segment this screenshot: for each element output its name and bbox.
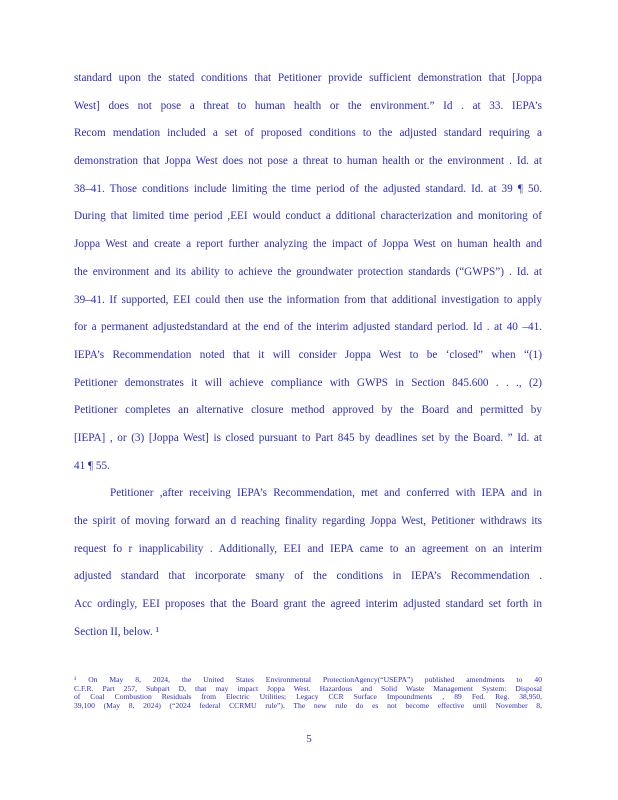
text-line: Section II, below. ¹: [74, 625, 159, 638]
text-line: 38–41. Those conditions include limiting the time period of the adjusted standard. Id. at 39 ¶ 50.: [74, 182, 542, 195]
text-line: standard upon the stated conditions that Petitioner provide sufficient demonstration that [Joppa: [74, 72, 542, 84]
text-line: West] does not pose a threat to human health or the environment.” Id . at 33. IEPA’s: [74, 99, 542, 112]
text-line: 41 ¶ 55.: [74, 459, 110, 472]
footnote: [74, 676, 542, 710]
text-line: demonstration that Joppa West does not pose a threat to human health or the environment . Id. at: [74, 155, 542, 168]
text-line: the environment and its ability to achieve the groundwater protection standards (“GWPS”) . Id. at: [74, 265, 542, 278]
body-text: [74, 72, 542, 653]
text-line: Petitioner ,after receiving IEPA’s Recommendation, met and conferred with IEPA and in: [110, 487, 542, 500]
footnote-line: C.F.R. Part 257, Subpart D, that may impact Joppa West. Hazardous and Solid Waste Management System: Disposal: [74, 684, 542, 693]
text-line: the spirit of moving forward an d reaching finality regarding Joppa West, Petitioner withdraws its: [74, 515, 542, 527]
footnote-line: ¹ On May 8, 2024, the United States Environmental ProtectionAgency(“USEPA”) published amendments to 40: [74, 676, 542, 684]
text-line: Acc ordingly, EEI proposes that the Board grant the agreed interim adjusted standard set forth in: [74, 598, 542, 611]
text-line: Petitioner demonstrates it will achieve compliance with GWPS in Section 845.600 . . ., (2): [74, 376, 542, 389]
footnote-line: 39,100 (May 8, 2024) (“2024 federal CCRMU rule”). The new rule do es not become effective until November 8,: [74, 701, 542, 710]
text-line: adjusted standard that incorporate smany of the conditions in IEPA’s Recommendation .: [74, 570, 542, 583]
page-number: 5: [306, 733, 312, 745]
text-line: Joppa West and create a report further analyzing the impact of Joppa West on human health and: [74, 238, 542, 251]
text-line: IEPA’s Recommendation noted that it will consider Joppa West to be ‘closed” when “(1): [74, 348, 542, 361]
text-line: [IEPA] , or (3) [Joppa West] is closed pursuant to Part 845 by deadlines set by the Board. ” Id. at: [74, 431, 542, 444]
text-line: for a permanent adjustedstandard at the end of the interim adjusted standard period. Id . at 40 –41.: [74, 321, 542, 334]
text-line: During that limited time period ,EEI would conduct a dditional characterization and monitoring of: [74, 210, 542, 223]
text-line: Petitioner completes an alternative closure method approved by the Board and permitted by: [74, 404, 542, 417]
text-line: Recom mendation included a set of proposed conditions to the adjusted standard requiring a: [74, 127, 542, 140]
footnote-line: of Coal Combustion Residuals from Electric Utilities; Legacy CCR Surface Impoundments , 89 Fed. Reg. 38,950,: [74, 693, 542, 702]
text-line: request fo r inapplicability . Additionally, EEI and IEPA came to an agreement on an interim: [74, 542, 542, 555]
text-line: 39–41. If supported, EEI could then use the information from that additional investigation to apply: [74, 293, 542, 306]
